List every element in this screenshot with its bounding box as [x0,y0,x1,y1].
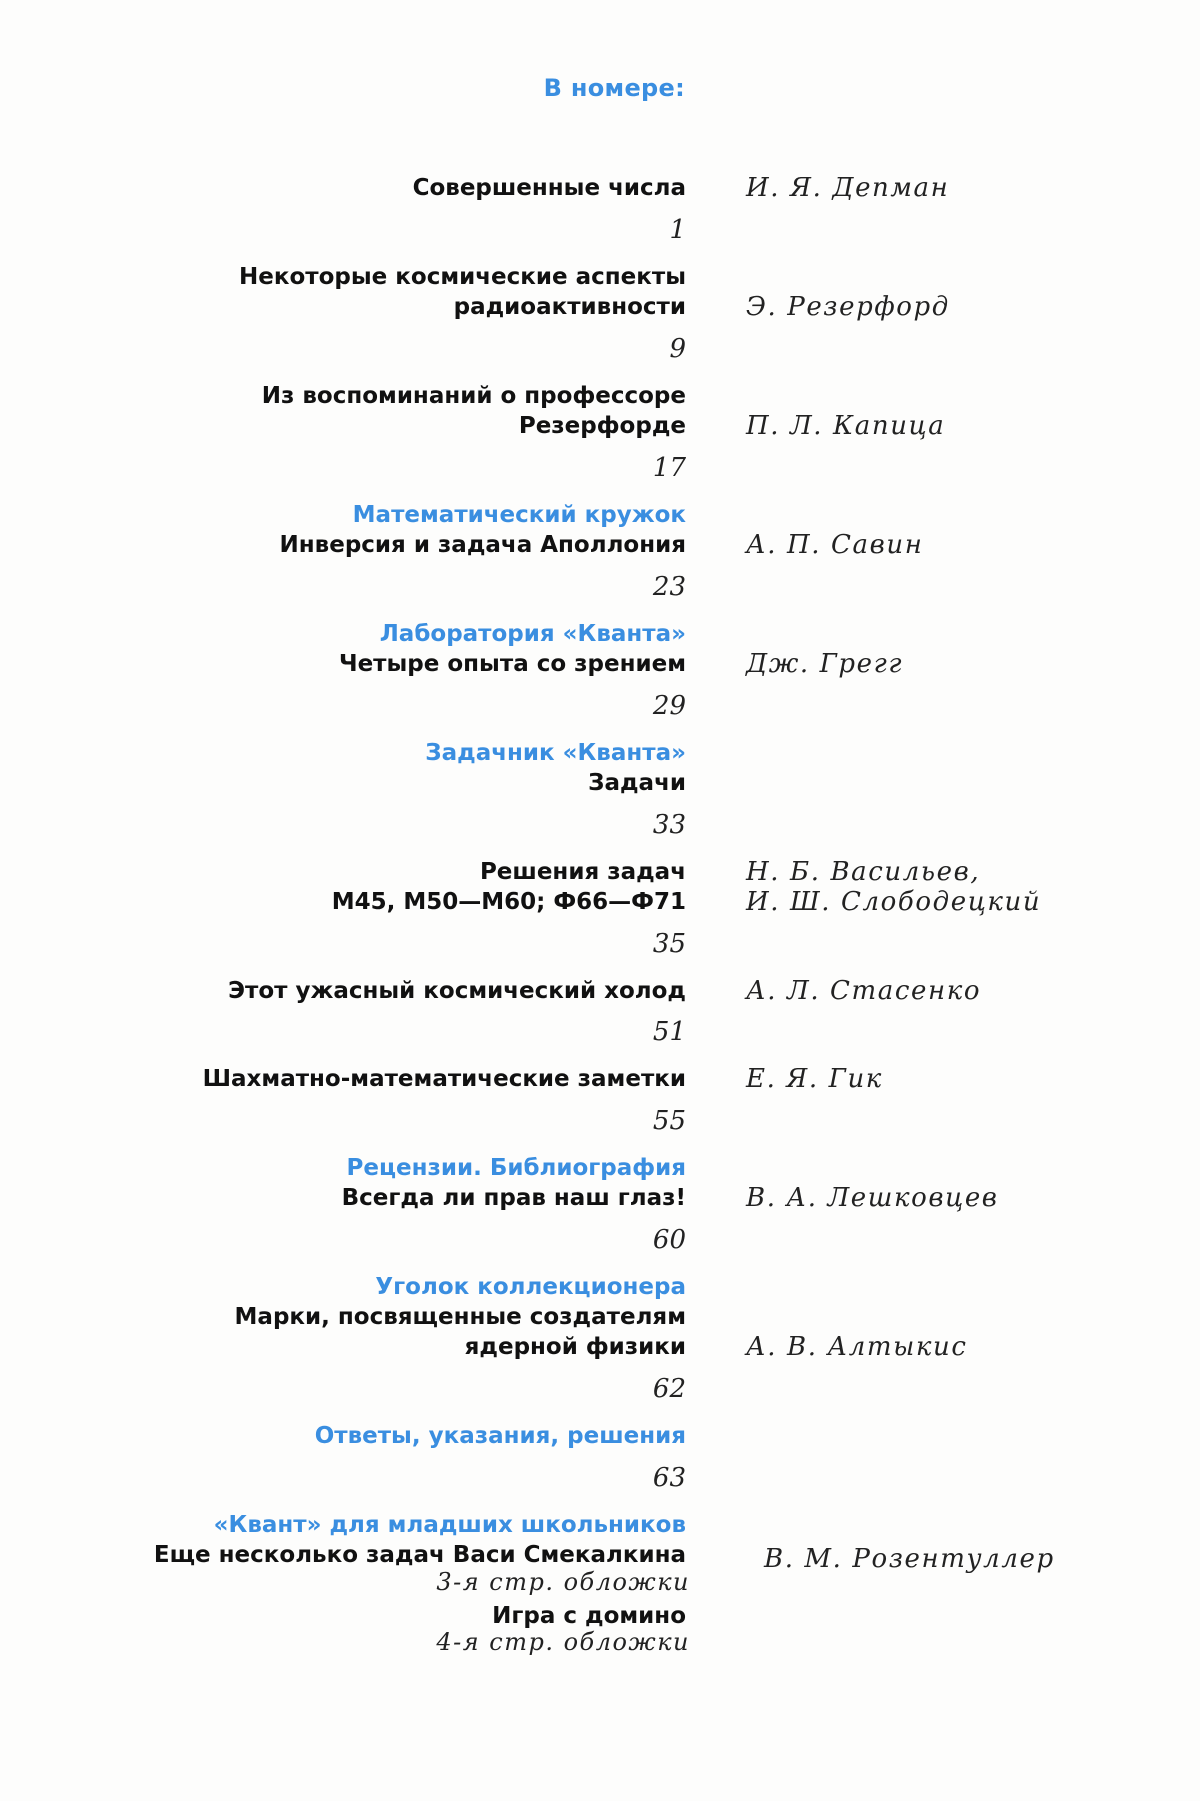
article-author: А. П. Савин [746,530,924,560]
page-number: 55 [652,1106,686,1136]
article-title[interactable]: Шахматно-математические заметки [202,1066,686,1092]
page-number: 1 [669,215,686,245]
page-number: 9 [669,334,686,364]
page-number: 17 [652,453,686,483]
article-title[interactable]: радиоактивности [453,294,686,320]
article-author: Э. Резерфорд [746,292,950,322]
article-title[interactable]: Решения задач [479,859,686,885]
section-title: Уголок коллекционера [375,1274,686,1300]
article-author: В. М. Розентуллер [764,1544,1055,1574]
section-title: Математический кружок [352,502,686,528]
page-number: 33 [652,810,686,840]
section-title: «Квант» для младших школьников [213,1512,686,1538]
contents-heading: В номере: [543,74,685,102]
article-author: В. А. Лешковцев [746,1183,999,1213]
article-title[interactable]: Четыре опыта со зрением [338,651,686,677]
section-title: Рецензии. Библиография [346,1155,686,1181]
article-author: Е. Я. Гик [746,1064,883,1094]
article-title[interactable]: Резерфорде [518,413,686,439]
article-author: Н. Б. Васильев, [746,857,981,887]
article-title[interactable]: Инверсия и задача Аполлония [279,532,686,558]
article-author: Дж. Грегг [746,649,904,679]
article-author: И. Я. Депман [746,173,950,203]
page-number: 29 [652,691,686,721]
page-number: 35 [652,929,686,959]
article-title[interactable]: Еще несколько задач Васи Смекалкина [153,1542,686,1568]
article-title[interactable]: Марки, посвященные создателям [234,1304,686,1330]
article-title[interactable]: ядерной физики [464,1334,686,1360]
article-author: А. В. Алтыкис [746,1332,968,1362]
article-author: А. Л. Стасенко [746,976,982,1006]
cover-page-ref: 3-я стр. обложки [436,1568,690,1596]
section-title: Задачник «Кванта» [425,740,686,766]
page-number: 62 [652,1374,686,1404]
page-number: 63 [652,1463,686,1493]
article-title[interactable]: Всегда ли прав наш глаз! [341,1185,686,1211]
article-title[interactable]: Совершенные числа [412,175,686,201]
article-title[interactable]: Некоторые космические аспекты [239,264,686,290]
article-title[interactable]: М45, М50—М60; Ф66—Ф71 [331,889,686,915]
cover-page-ref: 4-я стр. обложки [436,1628,690,1656]
section-title: Лаборатория «Кванта» [379,621,686,647]
article-title[interactable]: Задачи [588,770,686,796]
page-number: 60 [652,1225,686,1255]
page-number: 51 [652,1017,686,1047]
article-title[interactable]: Игра с домино [492,1603,686,1629]
article-title[interactable]: Из воспоминаний о профессоре [261,383,686,409]
page-number: 23 [652,572,686,602]
article-author: П. Л. Капица [746,411,946,441]
section-title: Ответы, указания, решения [314,1423,686,1449]
article-author: И. Ш. Слободецкий [746,887,1042,917]
article-title[interactable]: Этот ужасный космический холод [228,978,686,1004]
